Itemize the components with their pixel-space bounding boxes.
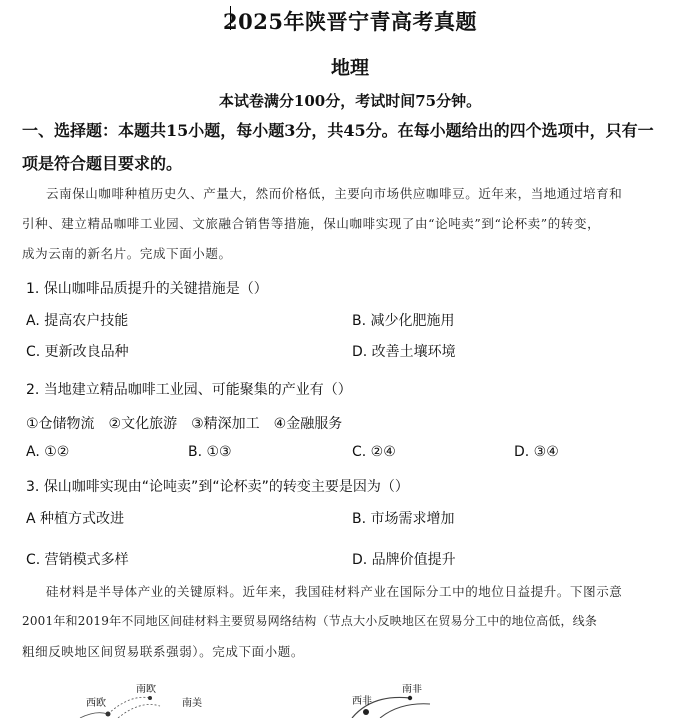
figure-label-xifei: 西非 <box>352 696 372 707</box>
question3-option-a: A 种植方式改进 <box>26 511 125 527</box>
trade-network-figure <box>0 684 700 718</box>
question3-option-c: C. 营销模式多样 <box>26 552 129 568</box>
network-node <box>408 696 412 700</box>
passage1-line2: 引种、建立精品咖啡工业园、文旅融合销售等措施，保山咖啡实现了由“论吨卖”到“论杯卖”的转变， <box>22 216 601 231</box>
question2-option-d: D. ③④ <box>514 444 559 460</box>
passage1-line1: 云南保山咖啡种植历史久、产量大，然而价格低，主要向市场供应咖啡豆。近年来，当地通过培育和 <box>46 186 623 201</box>
passage2-line2: 2001年和2019年不同地区间硅材料主要贸易网络结构（节点大小反映地区在贸易分工中的地位高低，线条 <box>22 614 598 628</box>
figure-label-nanmei: 南美 <box>182 698 202 709</box>
question2-stem: 2. 当地建立精品咖啡工业园、可能聚集的产业有（） <box>26 382 352 398</box>
question3-option-b: B. 市场需求增加 <box>352 511 455 527</box>
question1-option-c: C. 更新改良品种 <box>26 344 129 360</box>
figure-label-nanfei: 南非 <box>402 684 422 695</box>
exam-title: 2025年陕晋宁青高考真题 <box>223 9 477 34</box>
network-2001 <box>80 684 202 718</box>
passage2-line1: 硅材料是半导体产业的关键原料。近年来，我国硅材料产业在国际分工中的地位日益提升。下图示意 <box>46 584 623 599</box>
question2-option-b: B. ①③ <box>188 444 232 460</box>
question1-option-a: A. 提高农户技能 <box>26 313 129 329</box>
figure-label-xiou: 西欧 <box>86 698 106 709</box>
passage1-line3: 成为云南的新名片。完成下面小题。 <box>22 246 232 261</box>
passage2-line3: 粗细反映地区间贸易联系强弱）。完成下面小题。 <box>22 644 304 659</box>
question2-option-a: A. ①② <box>26 444 70 460</box>
section-heading-line1: 一、选择题：本题共15小题，每小题3分，共45分。在每小题给出的四个选项中，只有一 <box>22 121 654 140</box>
question2-option-c: C. ②④ <box>352 444 396 460</box>
network-node <box>106 712 111 717</box>
question1-stem: 1. 保山咖啡品质提升的关键措施是（） <box>26 281 268 297</box>
section-heading-line2: 项是符合题目要求的。 <box>22 154 183 173</box>
question3-stem: 3. 保山咖啡实现由“论吨卖”到“论杯卖”的转变主要是因为（） <box>26 479 409 495</box>
question1-option-b: B. 减少化肥施用 <box>352 313 455 329</box>
network-node <box>148 696 152 700</box>
network-2019 <box>352 684 430 718</box>
question3-option-d: D. 品牌价值提升 <box>352 552 456 568</box>
subject-heading: 地理 <box>330 57 369 79</box>
question1-option-d: D. 改善土壤环境 <box>352 344 456 360</box>
exam-info: 本试卷满分100分，考试时间75分钟。 <box>218 92 482 110</box>
figure-label-nanou: 南欧 <box>136 684 156 695</box>
network-node <box>363 709 369 715</box>
question2-items: ①仓储物流 ②文化旅游 ③精深加工 ④金融服务 <box>26 416 343 432</box>
